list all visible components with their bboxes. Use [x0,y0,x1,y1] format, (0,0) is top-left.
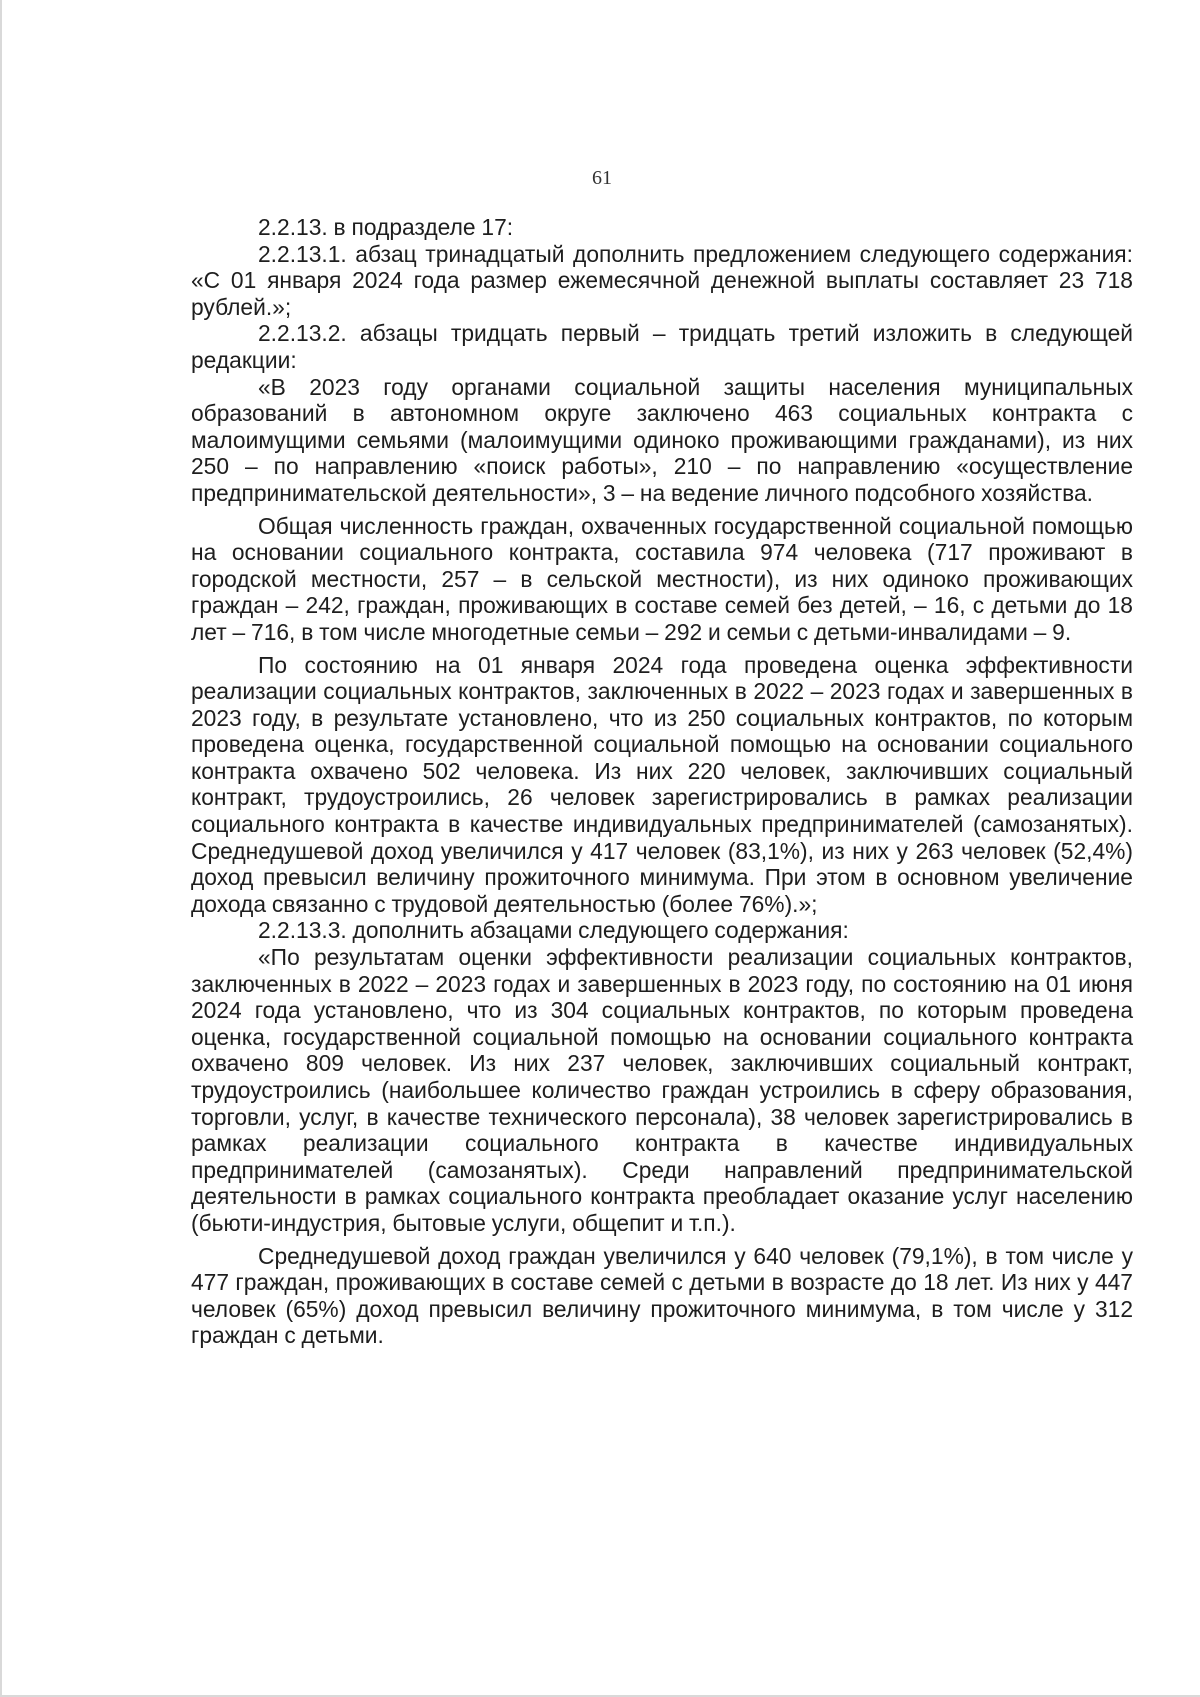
paragraph-efficiency-june: «По результатам оценки эффективности реализации социальных контрактов, заключенных в 2022 – 2023 годах и завершенных в 2023 году, по состоянию на 01 июня 2024 года установлено, что из 304 социальных контрактов, по которым проведена оценка, государственной социальной помощью на основании социального контракта охвачено 809 человек. Из них 237 человек, заключивших социальный контракт, трудоустроились (наибольшее количество граждан устроились в сферу образования, торговли, услуг, в качестве технического персонала), 38 человек зарегистрировались в рамках реализации социального контракта в качестве индивидуальных предпринимателей (самозанятых). Среди направлений предпринимательской деятельности в рамках социального контракта преобладает оказание услуг населению (бьюти-индустрия, бытовые услуги, общепит и т.п.). [191,944,1133,1236]
paragraph-income-growth: Среднедушевой доход граждан увеличился у 640 человек (79,1%), в том числе у 477 граждан, проживающих в составе семей с детьми в возрасте до 18 лет. Из них у 447 человек (65%) доход превысил величину прожиточного минимума, в том числе у 312 граждан с детьми. [191,1242,1133,1349]
paragraph-2-2-13-3: 2.2.13.3. дополнить абзацами следующего содержания: [258,917,849,944]
paragraph-2-2-13-1: 2.2.13.1. абзац тринадцатый дополнить предложением следующего содержания: «С 01 января 2024 года размер ежемесячной денежной выплаты составляет 23 718 рублей.»; [191,240,1133,320]
paragraph-efficiency-january: По состоянию на 01 января 2024 года проведена оценка эффективности реализации социальных контрактов, заключенных в 2022 – 2023 годах и завершенных в 2023 году, в результате установлено, что из 250 социальных контрактов, по которым проведена оценка, государственной социальной помощью на основании социального контракта охвачено 502 человека. Из них 220 человек, заключивших социальный контракт, трудоустроились, 26 человек зарегистрировались в рамках реализации социального контракта в качестве индивидуальных предпринимателей (самозанятых). Среднедушевой доход увеличился у 417 человек (83,1%), из них у 263 человек (52,4%) доход превысил величину прожиточного минимума. При этом в основном увеличение дохода связанно с трудовой деятельностью (более 76%).»; [191,651,1133,917]
document-body [191,214,1133,1349]
paragraph-contracts-2023: «В 2023 году органами социальной защиты населения муниципальных образований в автономном округе заключено 463 социальных контракта с малоимущими семьями (малоимущими одиноко проживающими гражданами), из них 250 – по направлению «поиск работы», 210 – по направлению «осуществление предпринимательской деятельности», 3 – на ведение личного подсобного хозяйства. [191,373,1133,506]
page-number: 61 [592,167,612,189]
paragraph-2-2-13-2: 2.2.13.2. абзацы тридцать первый – тридцать третий изложить в следующей редакции: [191,320,1133,373]
paragraph-2-2-13: 2.2.13. в подразделе 17: [258,214,514,240]
paragraph-total-recipients: Общая численность граждан, охваченных государственной социальной помощью на основании социального контракта, составила 974 человека (717 проживают в городской местности, 257 – в сельской местности), из них одиноко проживающих граждан – 242, граждан, проживающих в составе семей без детей, – 16, с детьми до 18 лет – 716, в том числе многодетные семьи – 292 и семьи с детьми-инвалидами – 9. [191,512,1133,645]
